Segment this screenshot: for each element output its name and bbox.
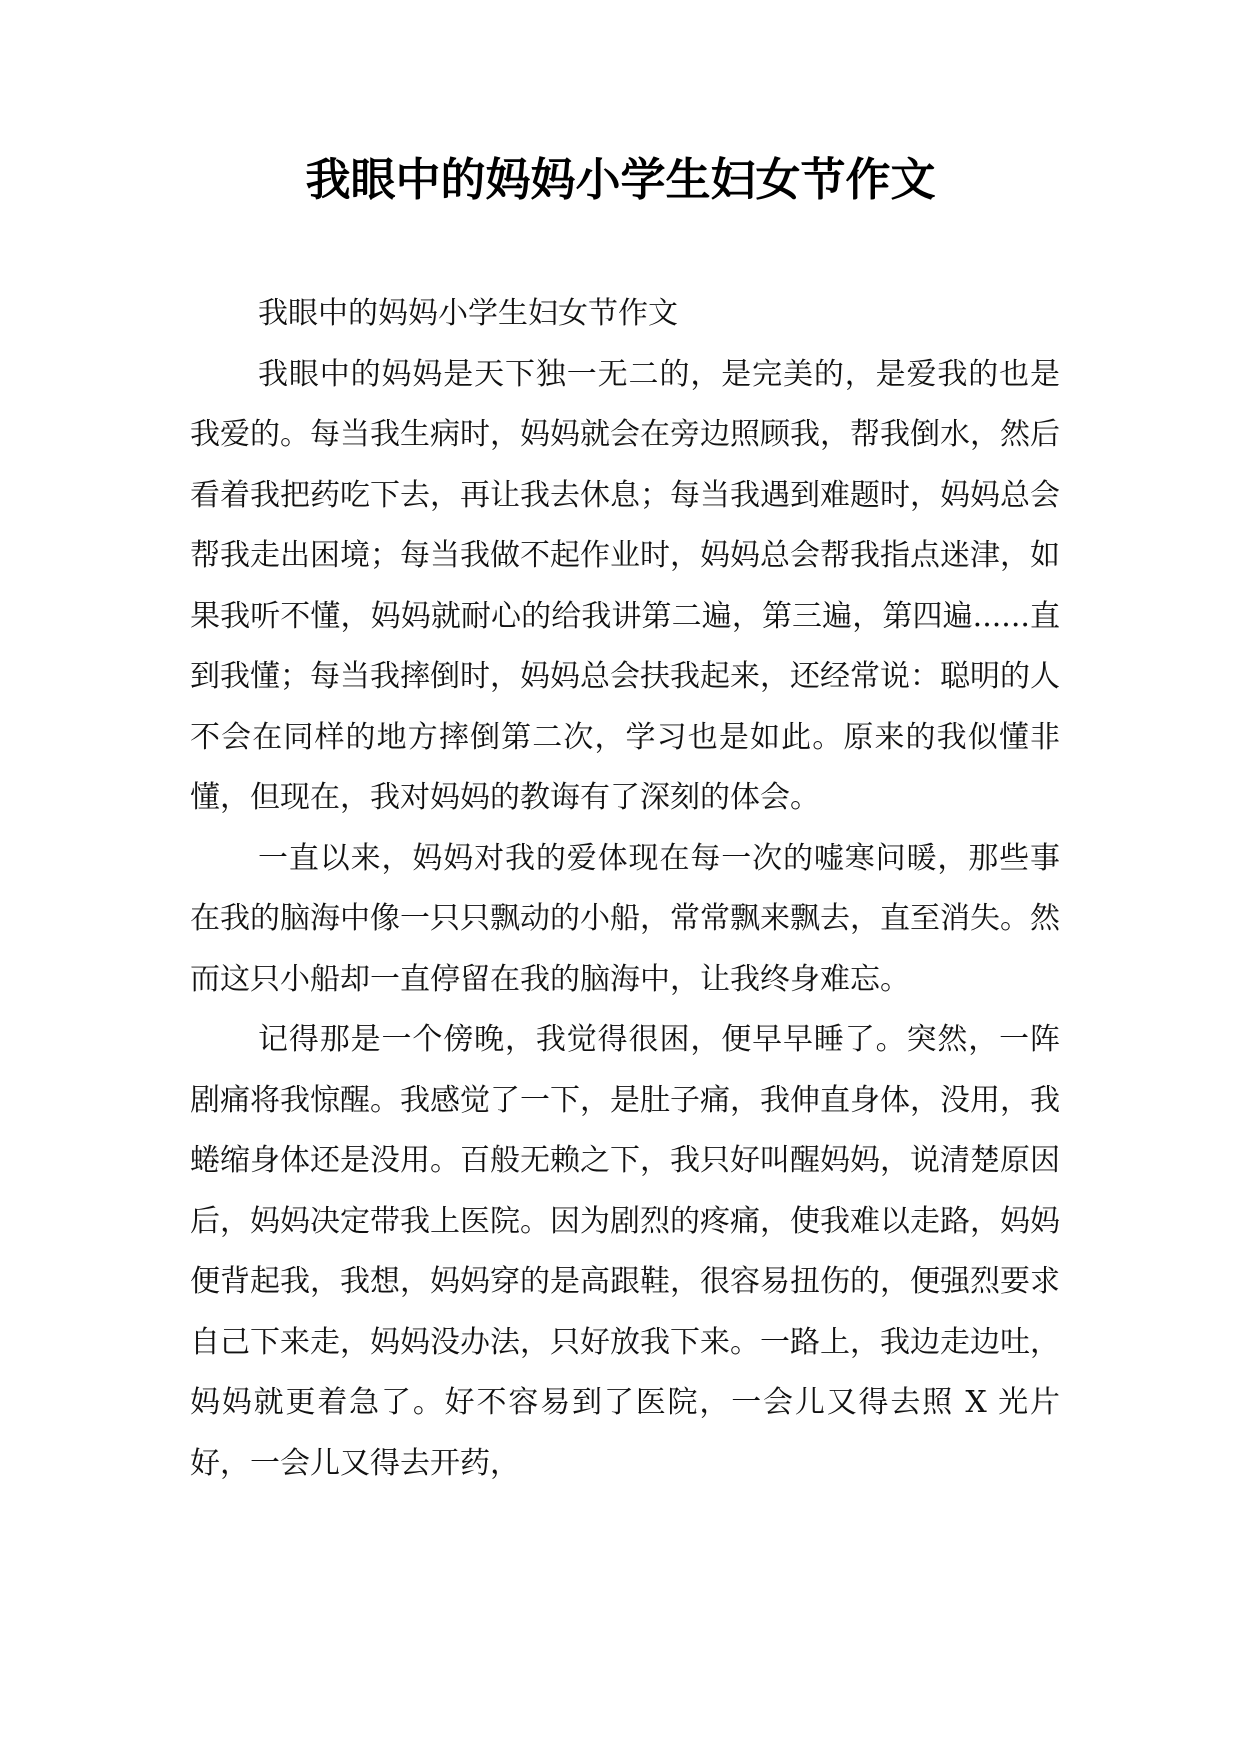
paragraph: 记得那是一个傍晚，我觉得很困，便早早睡了。突然，一阵剧痛将我惊醒。我感觉了一下，是肚子痛，我伸直身体，没用，我蜷缩身体还是没用。百般无赖之下，我只好叫醒妈妈，说清楚原因后，妈妈决定带我上医院。因为剧烈的疼痛，使我难以走路，妈妈便背起我，我想，妈妈穿的是高跟鞋，很容易扭伤的，便强烈要求自己下来走，妈妈没办法，只好放我下来。一路上，我边走边吐，妈妈就更着急了。好不容易到了医院，一会儿又得去照 X 光片好，一会儿又得去开药，	[190, 1022, 1060, 1481]
paragraph-subtitle: 我眼中的妈妈小学生妇女节作文	[258, 296, 678, 331]
paragraph: 我眼中的妈妈是天下独一无二的，是完美的，是爱我的也是我爱的。每当我生病时，妈妈就会在旁边照顾我，帮我倒水，然后看着我把药吃下去，再让我去休息；每当我遇到难题时，妈妈总会帮我走出困境；每当我做不起作业时，妈妈总会帮我指点迷津，如果我听不懂，妈妈就耐心的给我讲第二遍，第三遍，第四遍......直到我懂；每当我摔倒时，妈妈总会扶我起来，还经常说：聪明的人不会在同样的地方摔倒第二次，学习也是如此。原来的我似懂非懂，但现在，我对妈妈的教诲有了深刻的体会。	[190, 356, 1060, 815]
paragraph: 一直以来，妈妈对我的爱体现在每一次的嘘寒问暖，那些事在我的脑海中像一只只飘动的小船，常常飘来飘去，直至消失。然而这只小船却一直停留在我的脑海中，让我终身难忘。	[190, 840, 1060, 997]
document-title: 我眼中的妈妈小学生妇女节作文	[305, 153, 936, 206]
document-body	[190, 284, 1060, 1494]
